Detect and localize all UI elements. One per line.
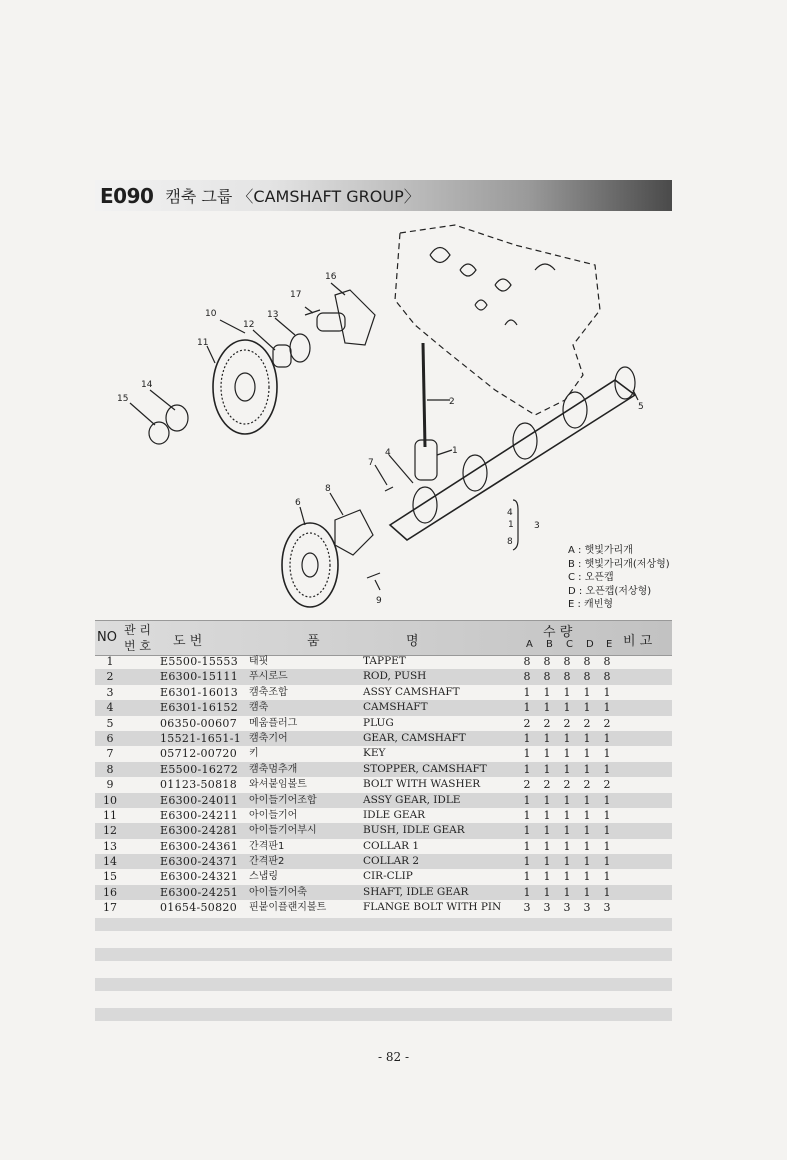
- part-name-korean: 아이들기어조합: [249, 794, 317, 806]
- quantity-cell: 1: [563, 793, 571, 807]
- empty-row-stripe: [95, 948, 672, 961]
- row-number: 17: [103, 901, 117, 915]
- quantity-cell: 1: [543, 855, 551, 869]
- row-number: 12: [103, 824, 117, 838]
- part-number: E6301-16152: [160, 701, 239, 715]
- table-row: [95, 793, 672, 808]
- part-number: E5500-16272: [160, 762, 239, 776]
- header-qty: 수 량: [543, 625, 573, 640]
- legend: [568, 544, 670, 612]
- quantity-cell: 1: [603, 731, 611, 745]
- quantity-cell: 1: [603, 762, 611, 776]
- part-name-korean: 핀붙이플랜지볼트: [249, 902, 327, 914]
- part-number: E6300-24281: [160, 824, 239, 838]
- row-number: 3: [106, 685, 114, 699]
- quantity-cell: 1: [543, 731, 551, 745]
- quantity-cell: 2: [523, 778, 531, 792]
- part-name-english: BOLT WITH WASHER: [363, 778, 481, 791]
- callout-label: 4: [385, 448, 391, 458]
- page-number: - 82 -: [377, 1050, 409, 1064]
- part-name-korean: 아이들기어축: [249, 886, 307, 898]
- callout-label: 11: [197, 338, 209, 348]
- quantity-cell: 1: [583, 793, 591, 807]
- part-name-korean: 메움플러그: [249, 717, 298, 729]
- table-row: [95, 839, 672, 854]
- part-name-english: FLANGE BOLT WITH PIN: [363, 901, 502, 914]
- part-name-korean: 캠축: [249, 702, 269, 714]
- quantity-cell: 1: [603, 685, 611, 699]
- part-number: E6300-24251: [160, 885, 239, 899]
- table-row: [95, 731, 672, 746]
- part-name-korean: 캠축조합: [249, 686, 288, 698]
- quantity-cell: 1: [603, 824, 611, 838]
- quantity-cell: 1: [523, 870, 531, 884]
- quantity-cell: 1: [603, 839, 611, 853]
- quantity-cell: 1: [523, 762, 531, 776]
- legend-item: A : 햇빛가리개: [568, 545, 633, 556]
- quantity-cell: 1: [603, 808, 611, 822]
- quantity-cell: 1: [523, 793, 531, 807]
- quantity-cell: 1: [563, 762, 571, 776]
- row-number: 16: [103, 885, 117, 899]
- quantity-cell: 1: [543, 839, 551, 853]
- row-number: 5: [106, 716, 114, 730]
- quantity-cell: 1: [603, 747, 611, 761]
- quantity-cell: 1: [543, 685, 551, 699]
- quantity-cell: 1: [563, 870, 571, 884]
- part-name-english: PLUG: [363, 716, 394, 729]
- quantity-cell: 8: [563, 670, 571, 684]
- table-row: [95, 808, 672, 823]
- quantity-cell: 8: [583, 670, 591, 684]
- quantity-cell: 1: [583, 824, 591, 838]
- part-name-english: ASSY CAMSHAFT: [363, 685, 460, 698]
- part-name-korean: 와셔붙임볼트: [249, 779, 307, 791]
- table-row: [95, 854, 672, 869]
- quantity-cell: 1: [563, 839, 571, 853]
- quantity-cell: 1: [583, 855, 591, 869]
- quantity-cell: 1: [563, 747, 571, 761]
- header-name-right: 명: [406, 634, 419, 649]
- quantity-cell: 1: [583, 747, 591, 761]
- quantity-cell: 1: [543, 793, 551, 807]
- part-name-english: CAMSHAFT: [363, 701, 428, 714]
- part-number: 06350-00607: [160, 716, 238, 730]
- part-number: E6301-16013: [160, 685, 239, 699]
- table-row: [95, 869, 672, 884]
- part-name-korean: 캠축멈추개: [249, 763, 298, 775]
- row-number: 15: [103, 870, 117, 884]
- quantity-cell: 1: [543, 870, 551, 884]
- quantity-cell: 1: [523, 685, 531, 699]
- callout-label: 14: [141, 380, 153, 390]
- quantity-cell: 1: [583, 870, 591, 884]
- quantity-cell: 1: [603, 701, 611, 715]
- quantity-cell: 1: [543, 762, 551, 776]
- header-part-no: 도 번: [173, 634, 203, 649]
- callout-label: 7: [368, 458, 374, 468]
- part-name-english: GEAR, CAMSHAFT: [363, 731, 466, 744]
- table-row: [95, 777, 672, 792]
- legend-item: E : 캐빈형: [568, 599, 614, 610]
- callout-label: 3: [534, 521, 540, 531]
- quantity-cell: 1: [523, 808, 531, 822]
- part-number: 15521-1651-1: [160, 731, 242, 745]
- quantity-cell: 1: [603, 793, 611, 807]
- part-name-korean: 간격판2: [249, 856, 285, 868]
- header-mgmt-bottom: 번 호: [124, 639, 151, 653]
- callout-label: 5: [638, 402, 644, 412]
- quantity-cell: 1: [543, 824, 551, 838]
- callout-label: 6: [295, 498, 301, 508]
- engine-block-outline: [395, 225, 600, 415]
- quantity-cell: 8: [543, 655, 551, 668]
- quantity-cell: 1: [523, 824, 531, 838]
- quantity-cell: 1: [543, 885, 551, 899]
- part-name-korean: 캠축기어: [249, 732, 288, 744]
- part-number: E6300-24371: [160, 855, 239, 869]
- table-row: [95, 669, 672, 684]
- callout-label: 2: [449, 397, 455, 407]
- quantity-cell: 2: [563, 778, 571, 792]
- quantity-cell: 2: [563, 716, 571, 730]
- push-rod: [423, 343, 425, 447]
- row-number: 7: [106, 747, 114, 761]
- quantity-cell: 1: [603, 855, 611, 869]
- row-number: 10: [103, 793, 117, 807]
- quantity-cell: 1: [583, 885, 591, 899]
- legend-item: D : 오픈캡(저상형): [568, 585, 652, 597]
- header-qty-d: D: [586, 639, 594, 650]
- row-number: 1: [106, 655, 114, 668]
- part-name-english: SHAFT, IDLE GEAR: [363, 885, 469, 898]
- quantity-cell: 3: [563, 901, 571, 915]
- quantity-cell: 2: [583, 778, 591, 792]
- quantity-cell: 8: [523, 655, 531, 668]
- part-number: E6300-24361: [160, 839, 239, 853]
- quantity-cell: 3: [583, 901, 591, 915]
- part-name-english: COLLAR 2: [363, 855, 420, 868]
- quantity-cell: 1: [523, 885, 531, 899]
- callout-label: 16: [325, 272, 337, 282]
- table-row: [95, 654, 672, 669]
- callout-label: 8: [507, 537, 513, 547]
- part-number: E6300-15111: [160, 670, 239, 684]
- part-name-english: IDLE GEAR: [363, 808, 426, 821]
- quantity-cell: 8: [583, 655, 591, 668]
- section-code: E090: [100, 183, 154, 208]
- quantity-cell: 2: [603, 716, 611, 730]
- part-number: E6300-24011: [160, 793, 239, 807]
- legend-item: B : 햇빛가리개(저상형): [568, 558, 670, 570]
- row-number: 2: [106, 670, 114, 684]
- camshaft-stopper: [335, 510, 373, 555]
- quantity-cell: 1: [563, 885, 571, 899]
- quantity-cell: 3: [543, 901, 551, 915]
- quantity-cell: 1: [603, 885, 611, 899]
- callout-label: 1: [508, 520, 514, 530]
- quantity-cell: 1: [563, 685, 571, 699]
- part-number: 05712-00720: [160, 747, 238, 761]
- empty-row-stripe: [95, 978, 672, 991]
- header-name-left: 품: [307, 634, 320, 649]
- row-number: 4: [106, 701, 114, 715]
- part-number: 01123-50818: [160, 778, 238, 792]
- row-number: 14: [103, 855, 117, 869]
- quantity-cell: 8: [603, 655, 611, 668]
- header-no: NO: [97, 630, 117, 645]
- quantity-cell: 3: [523, 901, 531, 915]
- part-name-korean: 푸시로드: [249, 671, 288, 683]
- quantity-cell: 1: [583, 731, 591, 745]
- table-row: [95, 716, 672, 731]
- idle-gear: [213, 340, 277, 434]
- header-qty-c: C: [566, 639, 573, 650]
- part-number: E6300-24211: [160, 808, 239, 822]
- empty-row-stripe: [95, 918, 672, 931]
- part-name-korean: 아이들기어: [249, 809, 298, 821]
- quantity-cell: 1: [563, 808, 571, 822]
- header-mgmt-top: 관 리: [124, 623, 151, 637]
- row-number: 6: [106, 731, 114, 745]
- part-name-korean: 태핏: [249, 656, 269, 667]
- callout-label: 17: [290, 290, 302, 300]
- legend-item: C : 오픈캡: [568, 572, 614, 583]
- header-remarks: 비 고: [623, 634, 653, 649]
- part-name-korean: 키: [249, 748, 259, 760]
- quantity-cell: 1: [583, 701, 591, 715]
- quantity-cell: 3: [603, 901, 611, 915]
- parts-table-header: [95, 620, 672, 656]
- row-number: 11: [103, 808, 117, 822]
- empty-row-stripe: [95, 1008, 672, 1021]
- table-row: [95, 685, 672, 700]
- section-title: 캠축 그룹 〈CAMSHAFT GROUP〉: [165, 187, 420, 206]
- callout-label: 4: [507, 508, 513, 518]
- quantity-cell: 1: [563, 701, 571, 715]
- row-number: 13: [103, 839, 117, 853]
- quantity-cell: 1: [563, 824, 571, 838]
- callout-label: 10: [205, 309, 217, 319]
- callout-label: 15: [117, 394, 129, 404]
- part-name-korean: 간격판1: [249, 840, 285, 852]
- callout-label: 13: [267, 310, 279, 320]
- table-row: [95, 762, 672, 777]
- part-name-english: KEY: [363, 747, 386, 760]
- table-row: [95, 885, 672, 900]
- quantity-cell: 1: [603, 870, 611, 884]
- quantity-cell: 1: [583, 808, 591, 822]
- header-qty-b: B: [546, 639, 553, 650]
- table-row: [95, 900, 672, 915]
- table-row: [95, 823, 672, 838]
- part-name-english: TAPPET: [363, 655, 406, 667]
- header-qty-e: E: [606, 639, 613, 650]
- quantity-cell: 1: [563, 731, 571, 745]
- table-row: [95, 700, 672, 715]
- quantity-cell: 8: [563, 655, 571, 668]
- quantity-cell: 1: [543, 701, 551, 715]
- callout-label: 9: [376, 596, 382, 606]
- quantity-cell: 1: [583, 685, 591, 699]
- part-name-korean: 스냅링: [249, 871, 278, 883]
- section-title-bar: [95, 180, 672, 211]
- quantity-cell: 1: [523, 731, 531, 745]
- quantity-cell: 1: [523, 701, 531, 715]
- quantity-cell: 2: [523, 716, 531, 730]
- header-qty-a: A: [526, 639, 533, 650]
- part-name-english: COLLAR 1: [363, 839, 420, 852]
- quantity-cell: 2: [543, 778, 551, 792]
- quantity-cell: 8: [543, 670, 551, 684]
- part-number: 01654-50820: [160, 901, 238, 915]
- quantity-cell: 2: [603, 778, 611, 792]
- part-name-korean: 아이들기어부시: [249, 825, 317, 837]
- table-row: [95, 746, 672, 761]
- quantity-cell: 1: [523, 839, 531, 853]
- part-name-english: CIR-CLIP: [363, 870, 413, 883]
- idle-shaft-plate: [335, 290, 375, 345]
- part-name-english: ASSY GEAR, IDLE: [363, 793, 461, 806]
- part-number: E6300-24321: [160, 870, 239, 884]
- quantity-cell: 8: [523, 670, 531, 684]
- quantity-cell: 1: [583, 762, 591, 776]
- quantity-cell: 1: [523, 747, 531, 761]
- quantity-cell: 1: [543, 808, 551, 822]
- part-name-english: BUSH, IDLE GEAR: [363, 824, 465, 837]
- quantity-cell: 1: [563, 855, 571, 869]
- callout-label: 12: [243, 320, 255, 330]
- part-number: E5500-15553: [160, 655, 239, 668]
- quantity-cell: 2: [543, 716, 551, 730]
- part-name-english: ROD, PUSH: [363, 670, 427, 683]
- callout-label: 8: [325, 484, 331, 494]
- row-number: 9: [106, 778, 114, 792]
- row-number: 8: [106, 762, 114, 776]
- callout-label: 1: [452, 446, 458, 456]
- quantity-cell: 1: [523, 855, 531, 869]
- quantity-cell: 1: [583, 839, 591, 853]
- quantity-cell: 8: [603, 670, 611, 684]
- parts-table-body: [95, 654, 672, 916]
- quantity-cell: 2: [583, 716, 591, 730]
- quantity-cell: 1: [543, 747, 551, 761]
- part-name-english: STOPPER, CAMSHAFT: [363, 762, 487, 775]
